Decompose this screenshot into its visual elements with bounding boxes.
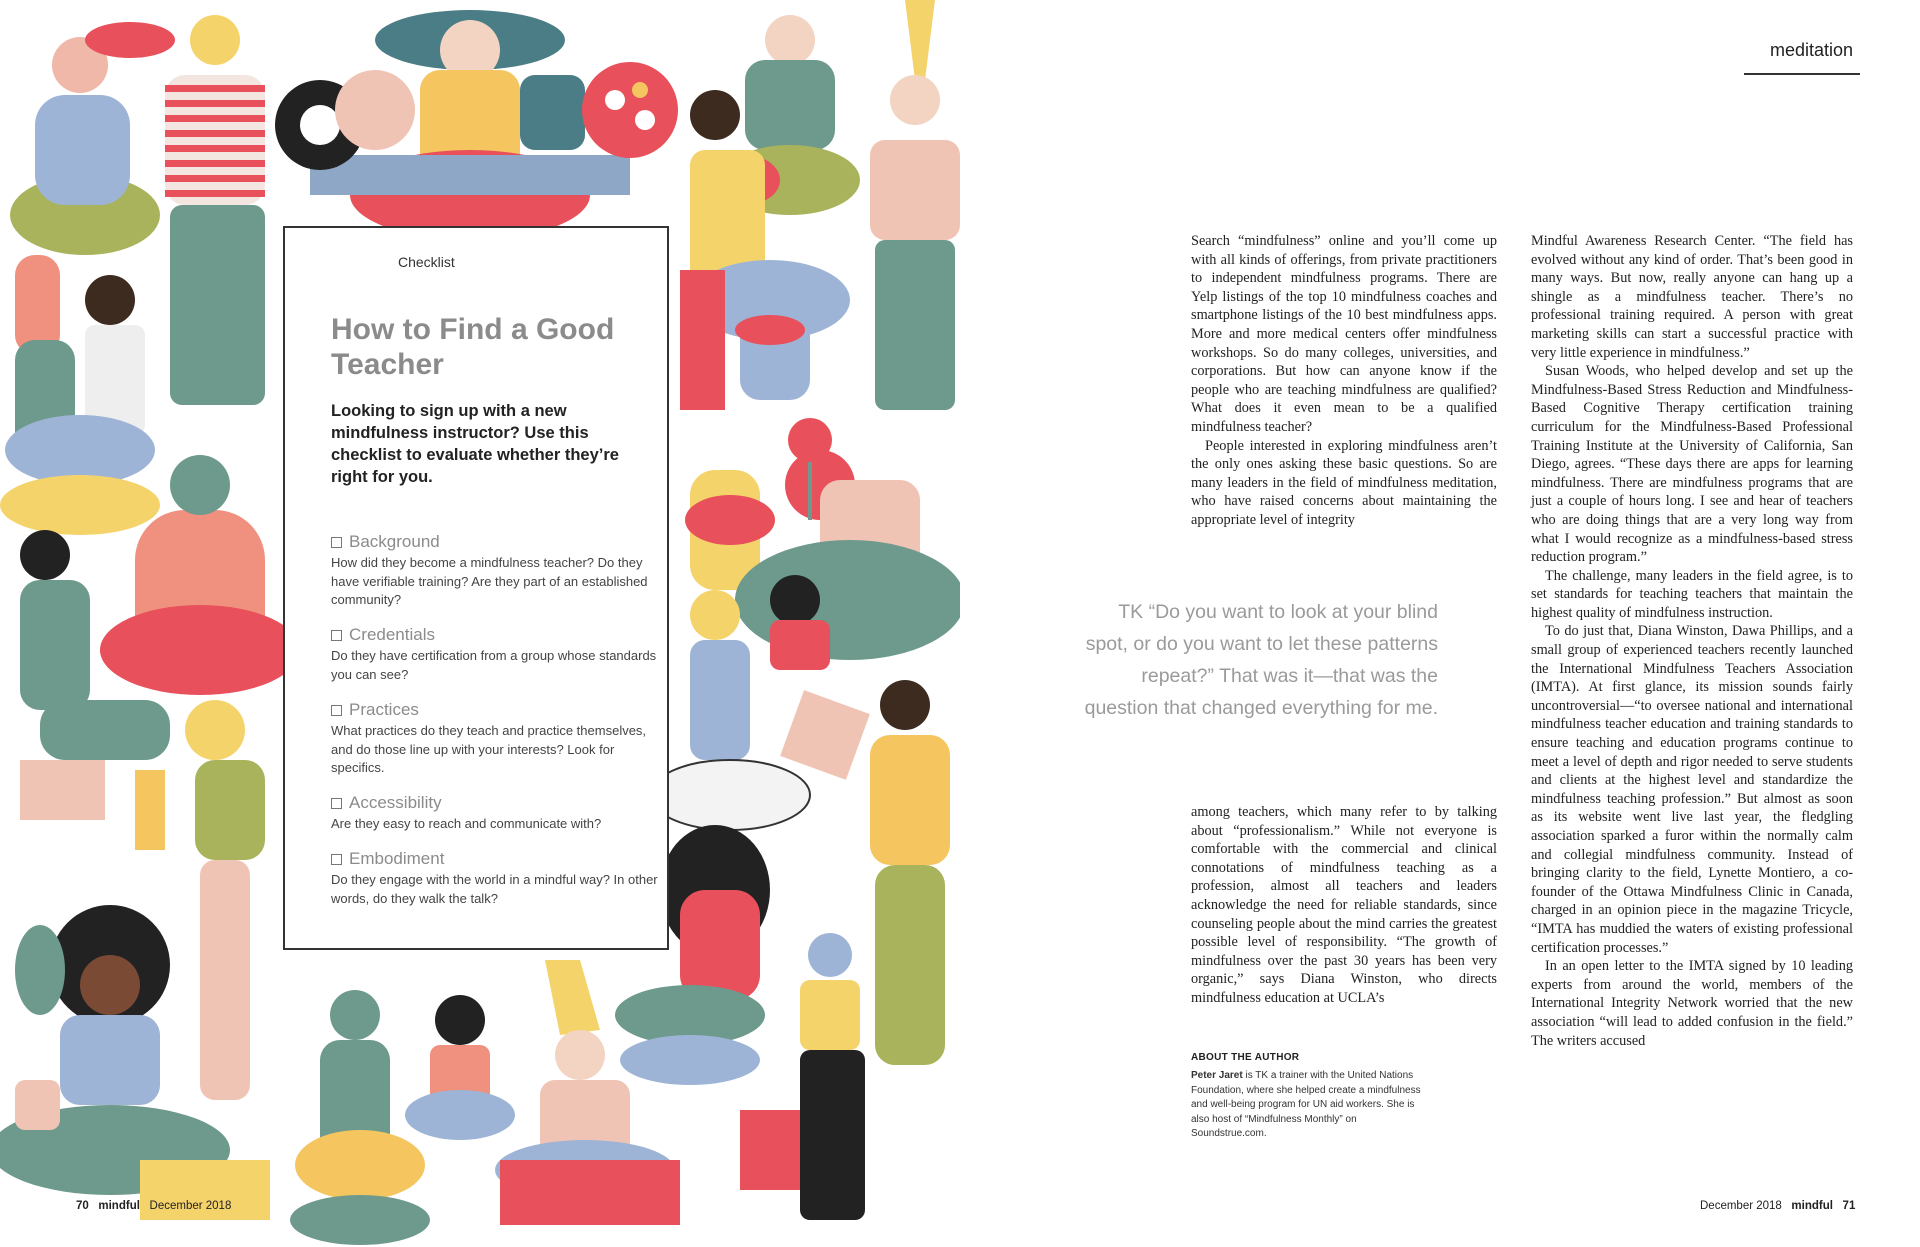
checkbox-icon: [331, 537, 342, 548]
paragraph: among teachers, which many refer to by talking about “professionalism.” While not everyone is comfortable with the commercial and clinical connotations of mindfulness teaching as a profession, almost all teachers and leaders acknowledge the need for reliable standards, since counseling people about the mind carries the greatest possible level of responsibility. “The growth of mindfulness over the past 30 years has been very organic,” says Diana Winston, who directs mindfulness education at UCLA’s: [1191, 804, 1497, 1006]
about-author-heading: ABOUT THE AUTHOR: [1191, 1052, 1300, 1063]
folio-right: [1700, 1200, 1855, 1212]
checkbox-icon: [331, 705, 342, 716]
brand-name: mindful: [1791, 1200, 1833, 1212]
checklist-item-heading: Accessibility: [349, 793, 442, 812]
figure-top-left: [10, 22, 175, 255]
checklist-item-body: Do they have certification from a group whose standards you can see?: [331, 648, 657, 682]
checklist-item-practices: [331, 699, 661, 778]
figure-left-middle: [0, 255, 160, 535]
paragraph: Mindful Awareness Research Center. “The field has evolved without any kind of order. That’s been good in many ways. But now, really anyone can hang up a shingle as a mindfulness teacher. There’s no professional training required. A person with great marketing skills can start a successful practice with very little experience in mindfulness.”: [1531, 233, 1853, 361]
checklist-item-credentials: [331, 624, 661, 684]
folio-left: [76, 1200, 231, 1212]
checklist-item-body: Are they easy to reach and communicate with?: [331, 816, 602, 831]
checklist-item-body: How did they become a mindfulness teacher? Do they have verifiable training? Are they part of an established community?: [331, 555, 648, 607]
right-page: [960, 0, 1920, 1247]
checklist-item-heading: Credentials: [349, 625, 435, 644]
checklist-item-heading: Practices: [349, 700, 419, 719]
paragraph: To do just that, Diana Winston, Dawa Phillips, and a small group of experienced teachers recently launched the International Mindfulness Teachers Association (IMTA). At first glance, its mission sounds fairly uncontroversial—“to oversee national and international mindfulness teacher education and training standards to ensure teaching and education programs continue to meet a level of depth and rigor needed to serve students and clients at the highest level and standardize the mindfulness teaching profession.” But almost as soon as its website went live last year, the fledgling association sparked a furor within the normally calm and collegial mindfulness community. Instead of bringing clarity to the field, Lynette Montiero, a co-founder of the Ottawa Mindfulness Clinic in Canada, charged in an opinion piece in the magazine Tricycle, “IMTA has muddied the waters of existing professional certification processes.”: [1531, 623, 1853, 956]
checklist-item-accessibility: [331, 792, 661, 834]
checkbox-icon: [331, 630, 342, 641]
author-bio: is TK a trainer with the United Nations Foundation, where she helped create a mindfulness and well-being program for UN aid workers. She is also host of “Mindfulness Monthly” on Soundstrue.com.: [1191, 1070, 1421, 1139]
checkbox-icon: [331, 854, 342, 865]
figure-top-right: [680, 0, 960, 410]
checklist-item-embodiment: [331, 848, 661, 908]
checkbox-icon: [331, 798, 342, 809]
figure-bottom-center: [290, 960, 680, 1245]
column-2: [1531, 232, 1853, 1050]
section-rule: [1744, 73, 1860, 75]
author-name: Peter Jaret: [1191, 1070, 1243, 1081]
brand-name: mindful: [98, 1200, 140, 1212]
paragraph: Susan Woods, who helped develop and set up the Mindfulness-Based Stress Reduction and Mindfulness-Based Cognitive Therapy certification training curriculum for the Mindfulness-Based Professional Training Institute at the University of California, San Diego, agrees. “These days there are apps for learning mindfulness. There are mindfulness programs that are just a couple of hours long. I see and hear of teachers who are doing things that are a very long way from what I would recognize as a mindfulness-based stress reduction program.”: [1531, 363, 1853, 566]
paragraph: Search “mindfulness” online and you’ll come up with all kinds of offerings, from private practitioners to independent mindfulness programs. There are Yelp listings of the top 10 mindfulness coaches and smartphone listings of the 10 best mindfulness apps. More and more medical centers offer mindfulness workshops. So do many colleges, universities, and corporations. But how can anyone know if the people who are teaching mindfulness are qualified? What does it even mean to be a qualified mindfulness teacher?: [1191, 233, 1497, 435]
paragraph: People interested in exploring mindfulness aren’t the only ones asking these basic questions. So are many leaders in the field of mindfulness meditation, who have raised concerns about maintaining the appropriate level of integrity: [1191, 437, 1497, 528]
checklist-item-body: What practices do they teach and practice themselves, and do those line up with your interests? Look for specifics.: [331, 723, 647, 775]
checklist-item-heading: Embodiment: [349, 849, 445, 868]
paragraph: The challenge, many leaders in the field agree, is to set standards for teaching teachers that maintain the highest quality of mindfulness instruction.: [1531, 567, 1853, 621]
page-number: 70: [76, 1200, 89, 1212]
figure-striped: [165, 15, 265, 405]
checklist-item-background: [331, 531, 661, 610]
paragraph: In an open letter to the IMTA signed by 10 leading experts from around the world, members of the International Integrity Network worried that the new association “will lead to added confusion in the field.” The writers accused: [1531, 958, 1853, 1049]
about-author-body: [1191, 1069, 1421, 1142]
checklist-title: How to Find a Good Teacher: [331, 313, 615, 381]
checklist-item-heading: Background: [349, 532, 440, 551]
column-1-top: [1191, 232, 1497, 530]
page-number: 71: [1842, 1200, 1856, 1212]
checklist-item-body: Do they engage with the world in a mindful way? In other words, do they walk the talk?: [331, 872, 658, 906]
checklist-intro: Looking to sign up with a new mindfulness instructor? Use this checklist to evaluate whether they’re right for you.: [331, 402, 619, 486]
figure-left-lower: [20, 455, 300, 1100]
issue-date: December 2018: [149, 1200, 232, 1212]
section-label: meditation: [1770, 40, 1854, 60]
pull-quote: TK “Do you want to look at your blind spot, or do you want to let these patterns repeat?” That was it—that was the question that changed everything for me.: [1084, 601, 1438, 719]
checklist-kicker: Checklist: [398, 254, 455, 270]
issue-date: December 2018: [1700, 1200, 1782, 1212]
checklist-box: [283, 226, 669, 950]
column-1-bottom: [1191, 803, 1497, 1008]
